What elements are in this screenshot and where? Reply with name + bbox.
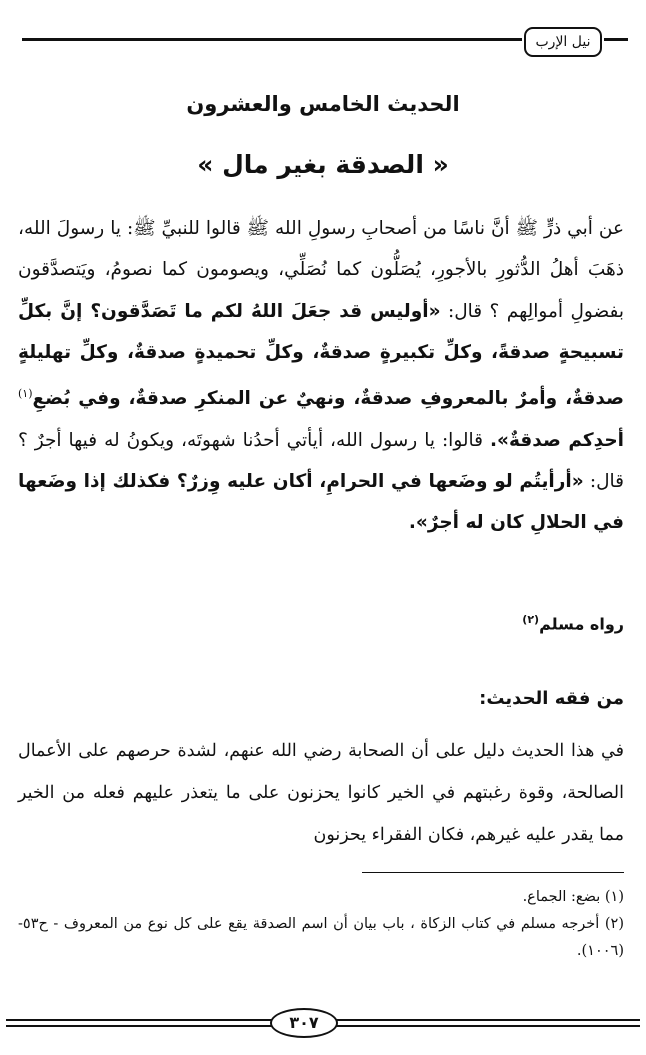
hadith-intro: عن أبي ذرٍّ ﷺ أنَّ ناسًا من أصحابِ رسولِ الله ﷺ قالوا للنبيِّ ﷺ: يا رسولَ الله، ذهَبَ أهلُ الدُّثورِ بالأجورِ، يُصَلُّون كما نُصَلِّي، ويصومون كما نصومُ، ويَتصدَّقون بفضولِ أموالِهم ؟ قال: (18, 218, 624, 322)
prophet-quote-2: «أرأيتُم لو وضَعها في الحرامِ، أكان عليه وِزرٌ؟ فكذلك إذا وضَعها في الحلالِ كان له أجرٌ». (18, 470, 624, 534)
hadith-number-title: الحديث الخامس والعشرون (186, 92, 460, 116)
fiqh-paragraph: في هذا الحديث دليل على أن الصحابة رضي الله عنهم، لشدة حرصهم على الأعمال الصالحة، وقوة رغبتهم في الخير كانوا يحزنون على ما يتعذر عليهم فعله من الخير مما يقدر عليه غيرهم، فكان الفقراء يحزنون (18, 741, 624, 845)
prophet-quote-1-end: أحدِكم صدقةٌ». (489, 429, 624, 451)
hadith-text (18, 208, 624, 544)
fiqh-heading: من فقه الحديث: (479, 688, 624, 709)
footnote-ref-2: (٢) (522, 613, 540, 626)
footnote-1: (١) بضع: الجماع. (522, 889, 624, 905)
source-label: رواه مسلم (539, 614, 624, 634)
footnote-2: (٢) أخرجه مسلم في كتاب الزكاة ، باب بيان أن اسم الصدقة يقع على كل نوع من المعروف - ح٥٣- (١٠٠٦). (18, 916, 624, 959)
companions-question: قالوا: يا رسول الله، أيأتي أحدُنا شهوتَه، ويكونُ له فيها أجرٌ ؟ قال: (18, 429, 624, 492)
footnote-ref-1: (١) (18, 387, 33, 401)
hadith-source (522, 613, 624, 633)
header-rule (22, 38, 522, 41)
footnotes (18, 884, 624, 965)
page-number: ٣٠٧ (270, 1008, 338, 1038)
running-header-book-title: نيل الإرب (524, 27, 602, 57)
hadith-title: « الصدقة بغير مال » (197, 150, 449, 179)
prophet-quote-1: «أوليس قد جعَلَ اللهُ لكم ما تَصَدَّقون؟ إنَّ بكلِّ تسبيحةٍ صدقةً، وكلِّ تكبيرةٍ صدقةٌ، وكلِّ تحميدةٍ صدقةٌ، وكلِّ تهليلةٍ صدقةٌ، وأمرٌ بالمعروفِ صدقةٌ، ونهيٌ عن المنكرِ صدقةٌ، وفي بُضعِ (18, 300, 624, 410)
footnote-separator (362, 872, 624, 873)
header-rule-end (604, 38, 628, 41)
